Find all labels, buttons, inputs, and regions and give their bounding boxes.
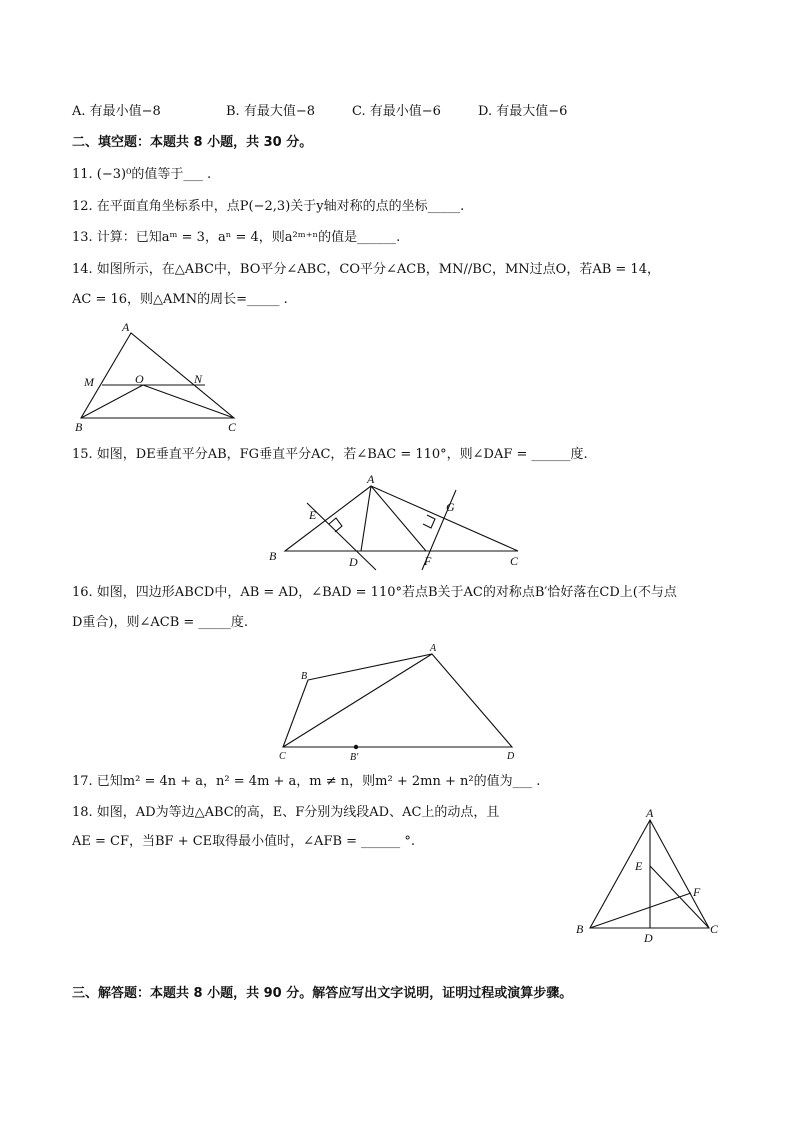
fig16-label-c: C: [279, 751, 286, 762]
question-17: 17. 已知m² = 4n + a，n² = 4m + a，m ≠ n，则m² + 2mn + n²的值为___ .: [72, 774, 541, 789]
fig15-label-c: C: [510, 554, 519, 568]
question-18-line1: 18. 如图，AD为等边△ABC的高，E、F分别为线段AD、AC上的动点，且: [72, 805, 500, 820]
fig18-label-b: B: [576, 922, 584, 936]
question-16-line1: 16. 如图，四边形ABCD中，AB = AD，∠BAD = 110°若点B关于AC的对称点B′恰好落在CD上(不与点: [72, 585, 677, 600]
question-12: 12. 在平面直角坐标系中，点P(−2,3)关于y轴对称的点的坐标_____.: [72, 199, 465, 214]
fig18-label-e: E: [635, 859, 643, 873]
fig15-label-b: B: [269, 549, 277, 563]
section3-title: 三、解答题：本题共 8 小题，共 90 分。解答应写出文字说明，证明过程或演算步骤。: [72, 986, 573, 1001]
fig15-label-a: A: [367, 472, 375, 486]
fig18-label-a: A: [646, 806, 654, 820]
fig18-label-c: C: [710, 922, 719, 936]
section2-title: 二、填空题：本题共 8 小题，共 30 分。: [72, 135, 313, 150]
question-14-line2: AC = 16，则△AMN的周长=_____ .: [72, 292, 288, 307]
fig16-label-a: A: [430, 643, 437, 654]
fig16-label-bprime: B′: [350, 752, 359, 763]
fig15-label-f: F: [424, 554, 432, 568]
q10-option-d: D. 有最大值−6: [478, 104, 568, 119]
fig18-segment-bf: [590, 893, 691, 928]
fig15-label-d: D: [349, 555, 358, 569]
question-16-line2: D重合)，则∠ACB = _____度.: [72, 615, 249, 630]
question-14-line1: 14. 如图所示，在△ABC中，BO平分∠ABC，CO平分∠ACB，MN//BC，MN过点O，若AB = 14，: [72, 262, 660, 277]
question-18-line2: AE = CF，当BF + CE取得最小值时，∠AFB = ______ °.: [72, 834, 415, 849]
fig16-label-d: D: [507, 751, 515, 762]
fig18-label-d: D: [644, 931, 653, 945]
fig14-label-m: M: [84, 375, 94, 389]
fig14-label-o: O: [135, 372, 144, 386]
q10-option-b: B. 有最大值−8: [226, 104, 315, 119]
question-13: 13. 计算：已知aᵐ = 3，aⁿ = 4，则a²ᵐ⁺ⁿ的值是______.: [72, 230, 401, 245]
fig14-label-a: A: [122, 320, 130, 334]
fig15-label-g: G: [446, 500, 455, 514]
question-15: 15. 如图，DE垂直平分AB，FG垂直平分AC，若∠BAC = 110°，则∠DAF = ______度.: [72, 447, 588, 462]
fig18-label-f: F: [693, 885, 701, 899]
question-11: 11. (−3)⁰的值等于___ .: [72, 167, 212, 182]
fig16-label-b: B: [301, 671, 308, 682]
fig14-label-b: B: [75, 420, 83, 434]
q10-option-a: A. 有最小值−8: [72, 104, 161, 119]
fig15-label-e: E: [309, 508, 317, 522]
q10-option-c: C. 有最小值−6: [352, 104, 441, 119]
fig14-label-n: N: [194, 372, 203, 386]
fig14-label-c: C: [228, 420, 237, 434]
